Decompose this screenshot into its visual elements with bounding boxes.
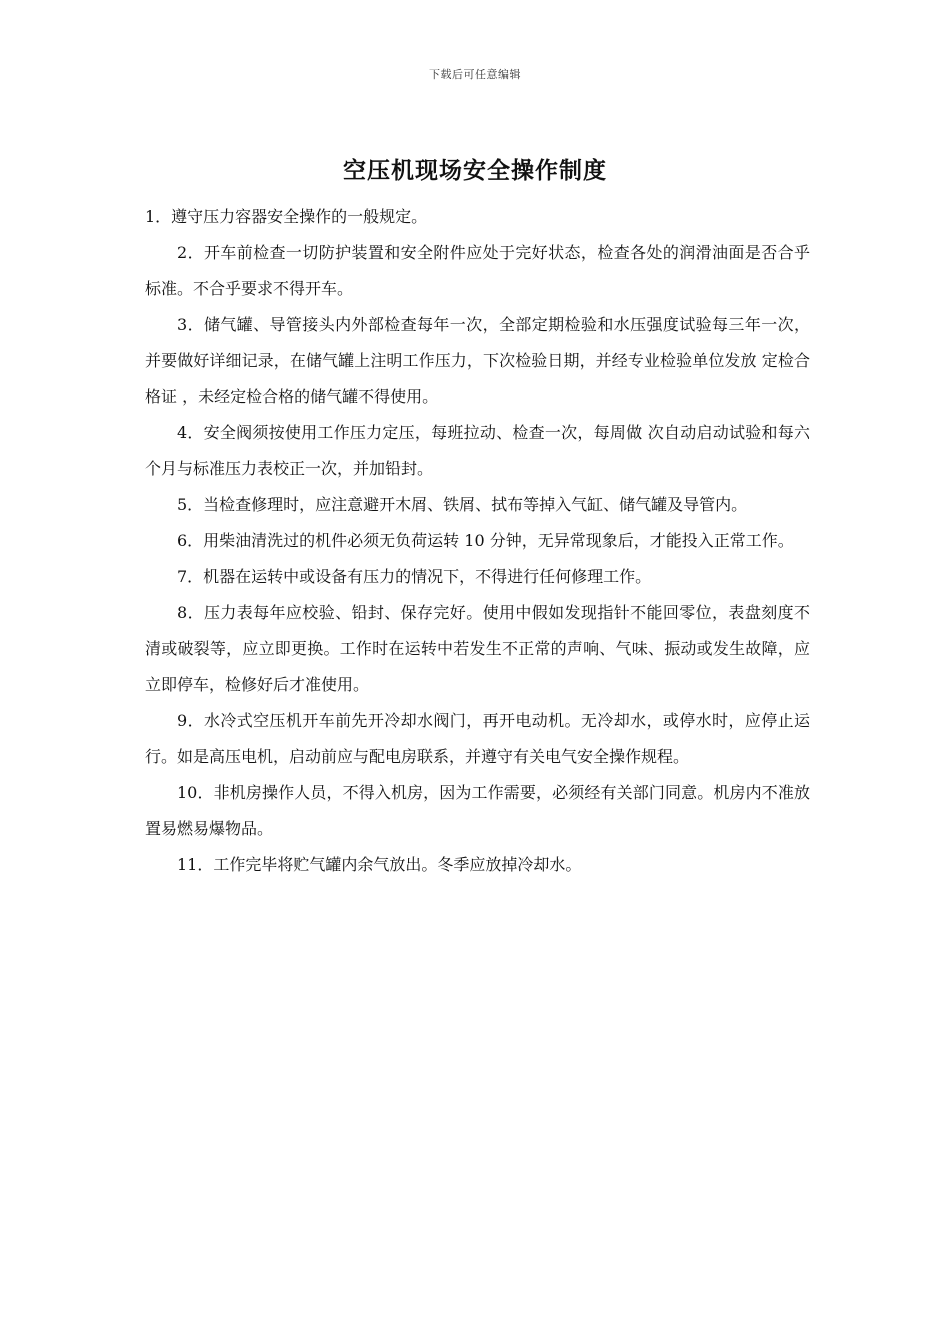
paragraph-2: 2．开车前检查一切防护装置和安全附件应处于完好状态，检查各处的润滑油面是否合乎标准。不合乎要求不得开车。	[145, 243, 810, 298]
document-body	[145, 199, 810, 883]
document-title: 空压机现场安全操作制度	[343, 158, 607, 184]
paragraph-9: 9．水冷式空压机开车前先开冷却水阀门，再开电动机。无冷却水，或停水时，应停止运行。如是高压电机，启动前应与配电房联系，并遵守有关电气安全操作规程。	[145, 711, 810, 766]
paragraph-3: 3．储气罐、导管接头内外部检查每年一次，全部定期检验和水压强度试验每三年一次，并要做好详细记录，在储气罐上注明工作压力，下次检验日期，并经专业检验单位发放 定检合格证 ，未经定检合格的储气罐不得使用。	[145, 315, 810, 406]
paragraph-11: 11．工作完毕将贮气罐内余气放出。冬季应放掉冷却水。	[177, 855, 582, 874]
header-note: 下载后可任意编辑	[429, 68, 521, 81]
paragraph-5: 5．当检查修理时，应注意避开木屑、铁屑、拭布等掉入气缸、储气罐及导管内。	[177, 495, 748, 514]
paragraph-6: 6．用柴油清洗过的机件必须无负荷运转 10 分钟，无异常现象后，才能投入正常工作。	[177, 531, 794, 550]
paragraph-8: 8．压力表每年应校验、铅封、保存完好。使用中假如发现指针不能回零位，表盘刻度不清或破裂等，应立即更换。工作时在运转中若发生不正常的声响、气味、振动或发生故障，应立即停车，检修好后才准使用。	[145, 603, 810, 694]
paragraph-4: 4．安全阀须按使用工作压力定压，每班拉动、检查一次，每周做 次自动启动试验和每六个月与标准压力表校正一次，并加铅封。	[145, 423, 810, 478]
paragraph-1: 1．遵守压力容器安全操作的一般规定。	[145, 207, 428, 226]
paragraph-10: 10．非机房操作人员，不得入机房，因为工作需要，必须经有关部门同意。机房内不准放置易燃易爆物品。	[145, 783, 810, 838]
paragraph-7: 7．机器在运转中或设备有压力的情况下，不得进行任何修理工作。	[177, 567, 652, 586]
